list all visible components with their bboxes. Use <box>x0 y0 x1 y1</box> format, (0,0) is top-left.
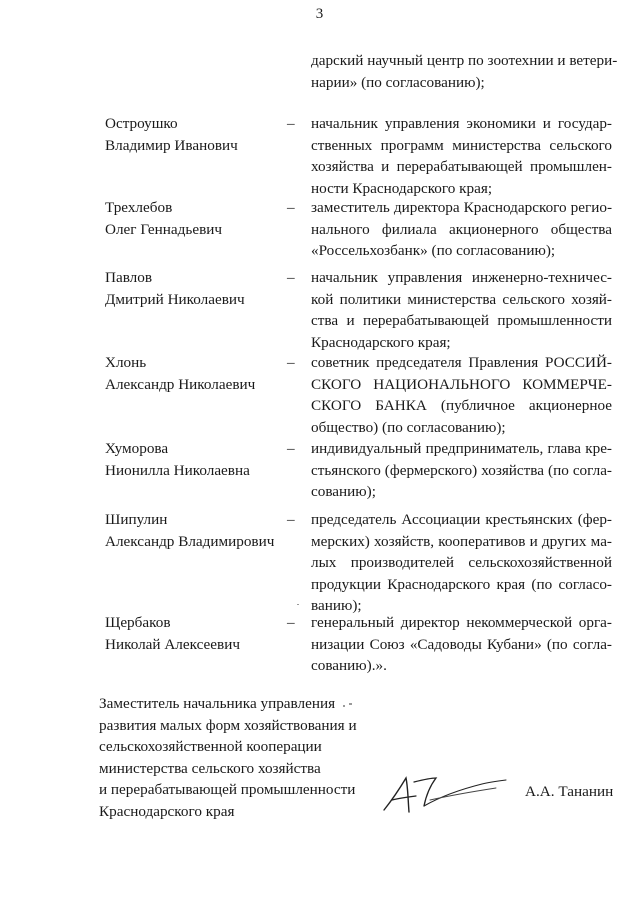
position-line: министерства сельского хозяйства <box>99 759 321 777</box>
scan-speck <box>349 703 352 705</box>
member-name <box>105 438 285 481</box>
member-given-names: Нионилла Николаевна <box>105 461 250 479</box>
desc-line: генеральный директор некоммерческой орга- <box>311 614 612 631</box>
member-given-names: Александр Владимирович <box>105 532 275 550</box>
member-given-names: Владимир Иванович <box>105 136 238 154</box>
member-given-names: Дмитрий Николаевич <box>105 290 245 308</box>
continuation-description <box>311 50 618 93</box>
dash: – <box>287 440 295 457</box>
desc-line: лых производителей сельскохозяйственной <box>311 554 612 571</box>
member-name <box>105 352 285 395</box>
desc-line: хозяйства и перерабатывающей промышлен- <box>311 158 612 175</box>
desc-line: нарии» (по согласованию); <box>311 73 485 91</box>
desc-line: стьянского (фермерского) хозяйства (по согла- <box>311 461 612 479</box>
member-description <box>311 267 612 353</box>
desc-line: Краснодарского края; <box>311 333 451 351</box>
member-surname: Остроушко <box>105 115 178 132</box>
desc-line: сованию); <box>311 483 376 500</box>
desc-line: СКОГО НАЦИОНАЛЬНОГО КОММЕРЧЕ- <box>311 375 612 393</box>
member-name <box>105 509 285 552</box>
desc-line: сованию).». <box>311 657 387 674</box>
member-given-names: Николай Алексеевич <box>105 635 240 653</box>
member-surname: Щербаков <box>105 614 171 631</box>
position-line: развития малых форм хозяйствования и <box>99 716 357 734</box>
desc-line: дарский научный центр по зоотехнии и ветери- <box>311 52 618 69</box>
member-description <box>311 612 612 677</box>
position-line: и перерабатывающей промышленности <box>99 781 356 798</box>
page-number: 3 <box>315 6 324 22</box>
dash: – <box>287 269 295 286</box>
member-surname: Трехлебов <box>105 199 173 216</box>
desc-line: низации Союз «Садоводы Кубани» (по согла- <box>311 635 612 653</box>
member-description <box>311 509 612 617</box>
desc-line: советник председателя Правления РОССИЙ- <box>311 354 612 371</box>
desc-line: продукции Краснодарского края (по согласо- <box>311 575 612 593</box>
desc-line: ванию); <box>311 597 362 614</box>
member-name <box>105 267 285 310</box>
member-surname: Павлов <box>105 269 153 286</box>
member-surname: Шипулин <box>105 511 168 528</box>
scan-speck <box>297 604 299 605</box>
dash: – <box>287 614 295 631</box>
signatory-position <box>99 693 357 822</box>
member-description <box>311 197 612 262</box>
desc-line: СКОГО БАНКА (публичное акционерное <box>311 397 612 414</box>
desc-line: начальник управления инженерно-техничес- <box>311 269 612 286</box>
position-line: Краснодарского края <box>99 802 235 820</box>
member-description <box>311 352 612 438</box>
desc-line: общество) (по согласованию); <box>311 418 506 436</box>
position-line: сельскохозяйственной кооперации <box>99 738 322 755</box>
member-given-names: Александр Николаевич <box>105 375 256 393</box>
member-given-names: Олег Геннадьевич <box>105 220 223 238</box>
desc-line: нального филиала акционерного общества <box>311 220 612 238</box>
member-surname: Хуморова <box>105 440 169 457</box>
handwritten-signature <box>378 770 518 820</box>
member-description <box>311 438 612 503</box>
desc-line: кой политики министерства сельского хозяй- <box>311 290 612 308</box>
desc-line: ности Краснодарского края; <box>311 179 493 197</box>
desc-line: ства и перерабатывающей промышленности <box>311 312 612 329</box>
member-name <box>105 197 285 240</box>
position-line: Заместитель начальника управления <box>99 695 336 712</box>
desc-line: председатель Ассоциации крестьянских (фер- <box>311 511 612 528</box>
signer-name: А.А. Тананин <box>525 783 614 800</box>
desc-line: «Россельхозбанк» (по согласованию); <box>311 242 556 259</box>
desc-line: ственных программ министерства сельского <box>311 136 612 154</box>
dash: – <box>287 115 295 132</box>
member-name <box>105 612 285 655</box>
dash: – <box>287 354 295 371</box>
desc-line: заместитель директора Краснодарского регио- <box>311 199 612 216</box>
dash: – <box>287 511 295 528</box>
desc-line: мерских) хозяйств, кооперативов и других ма- <box>311 532 612 550</box>
desc-line: начальник управления экономики и государ- <box>311 115 612 132</box>
member-surname: Хлонь <box>105 354 147 371</box>
member-name <box>105 113 285 156</box>
scan-speck <box>343 705 345 707</box>
dash: – <box>287 199 295 216</box>
member-description <box>311 113 612 199</box>
desc-line: индивидуальный предприниматель, глава кре- <box>311 440 612 457</box>
